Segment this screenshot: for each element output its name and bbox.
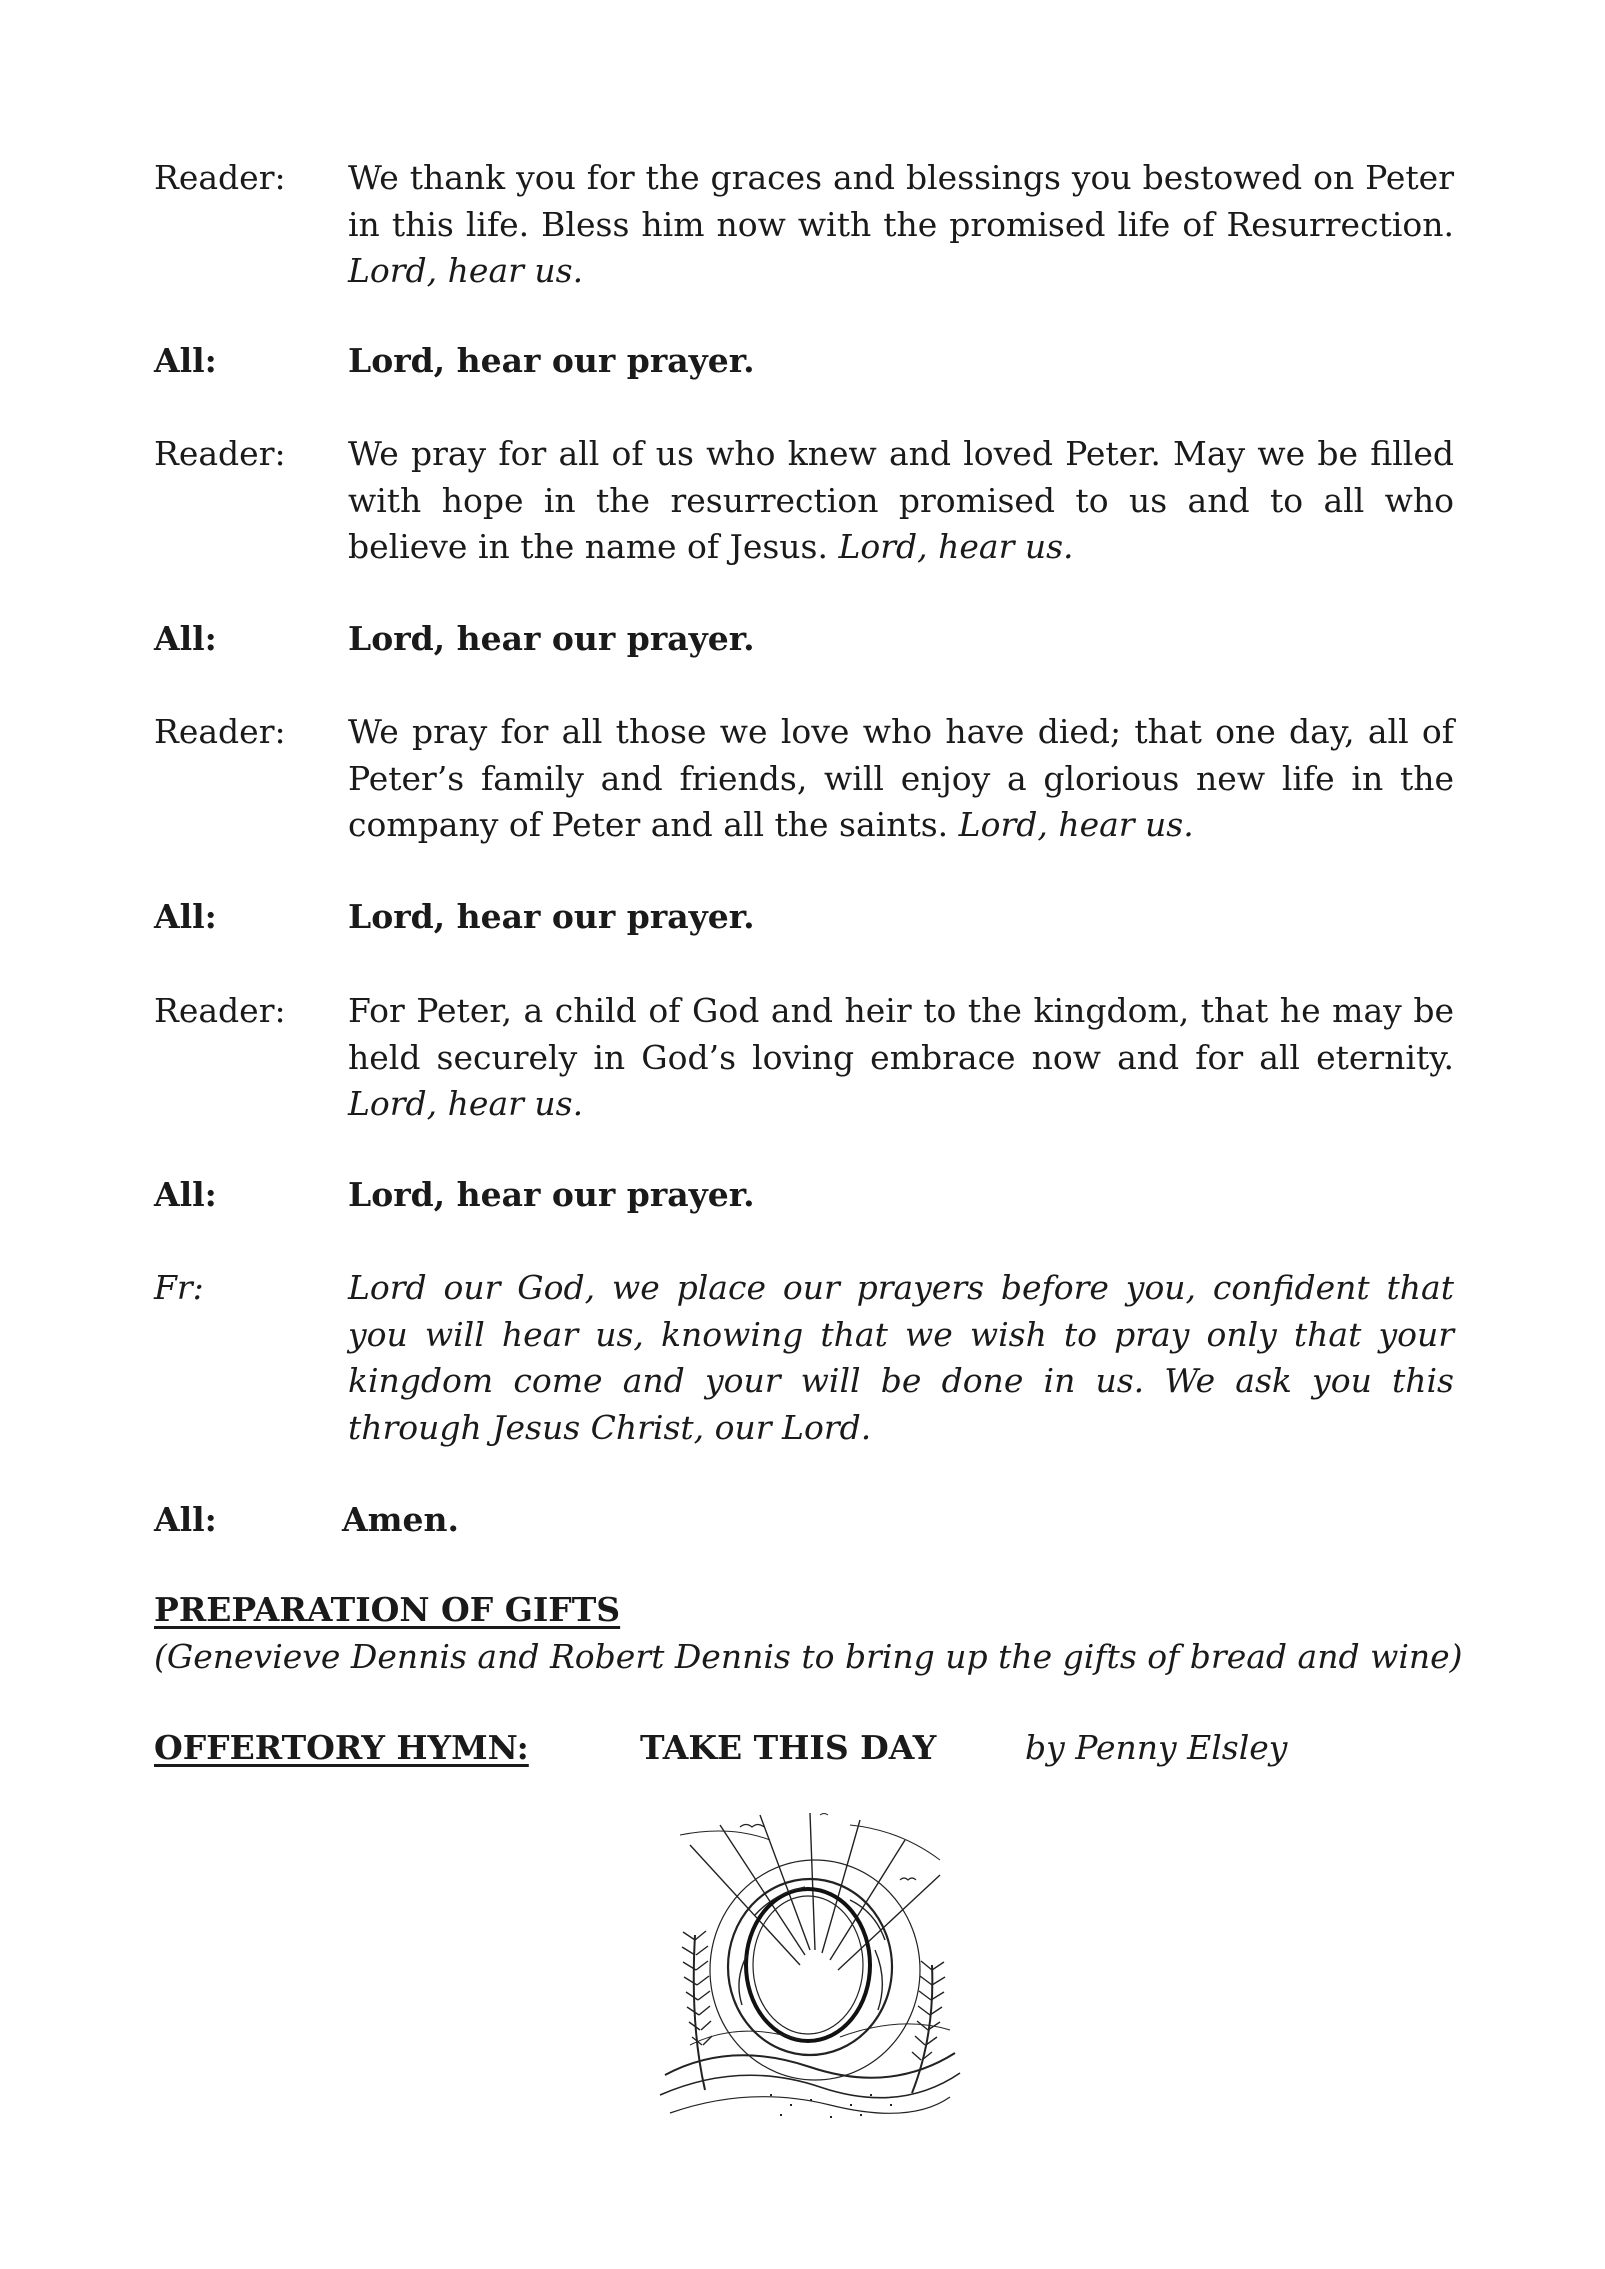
speaker-label: Reader:: [154, 991, 286, 1030]
speaker-label: Reader:: [154, 158, 286, 197]
prayer-response: Lord, hear us.: [348, 251, 584, 290]
prayer-response: Lord, hear us.: [838, 527, 1074, 566]
prayer-text: Lord our God, we place our prayers before you, confident that you will hear us, knowing that we wish to pray only that your kingdom come and your will be done in us. We ask you this through Jesus Christ, our Lord.: [348, 1268, 1454, 1447]
preparation-note: (Genevieve Dennis and Robert Dennis to bring up the gifts of bread and wine): [154, 1637, 1463, 1676]
response-text: Lord, hear our prayer.: [348, 897, 755, 936]
response-text: Amen.: [342, 1500, 459, 1539]
prayer-text: We pray for all those we love who have died; that one day, all of Peter’s family and friends, will enjoy a glorious new life in the company of Peter and all the saints. Lord, hear us.: [348, 712, 1454, 844]
resurrection-emblem-image: [650, 1805, 970, 2130]
prayer-text: We pray for all of us who knew and loved Peter. May we be filled with hope in the resurrection promised to us and to all who believe in the name of Jesus. Lord, hear us.: [348, 434, 1454, 566]
speaker-label: All:: [154, 619, 217, 658]
speaker-label: Reader:: [154, 712, 286, 751]
prayer-text: For Peter, a child of God and heir to the kingdom, that he may be held securely in God’s loving embrace now and for all eternity. Lord, hear us.: [348, 991, 1454, 1123]
speaker-label: Fr:: [154, 1268, 204, 1307]
hymn-author: by Penny Elsley: [1025, 1728, 1288, 1767]
speaker-label: All:: [154, 1175, 217, 1214]
speaker-label: Reader:: [154, 434, 286, 473]
hymn-title: TAKE THIS DAY: [640, 1728, 937, 1767]
prayer-response: Lord, hear us.: [348, 1084, 584, 1123]
speaker-label: All:: [154, 1500, 217, 1539]
prayer-text: We thank you for the graces and blessings you bestowed on Peter in this life. Bless him now with the promised life of Resurrection. Lord, hear us.: [348, 158, 1454, 290]
offertory-heading: OFFERTORY HYMN:: [154, 1728, 529, 1767]
response-text: Lord, hear our prayer.: [348, 1175, 755, 1214]
preparation-heading: PREPARATION OF GIFTS: [154, 1590, 621, 1629]
response-text: Lord, hear our prayer.: [348, 341, 755, 380]
response-text: Lord, hear our prayer.: [348, 619, 755, 658]
speaker-label: All:: [154, 341, 217, 380]
prayer-response: Lord, hear us.: [958, 805, 1194, 844]
speaker-label: All:: [154, 897, 217, 936]
